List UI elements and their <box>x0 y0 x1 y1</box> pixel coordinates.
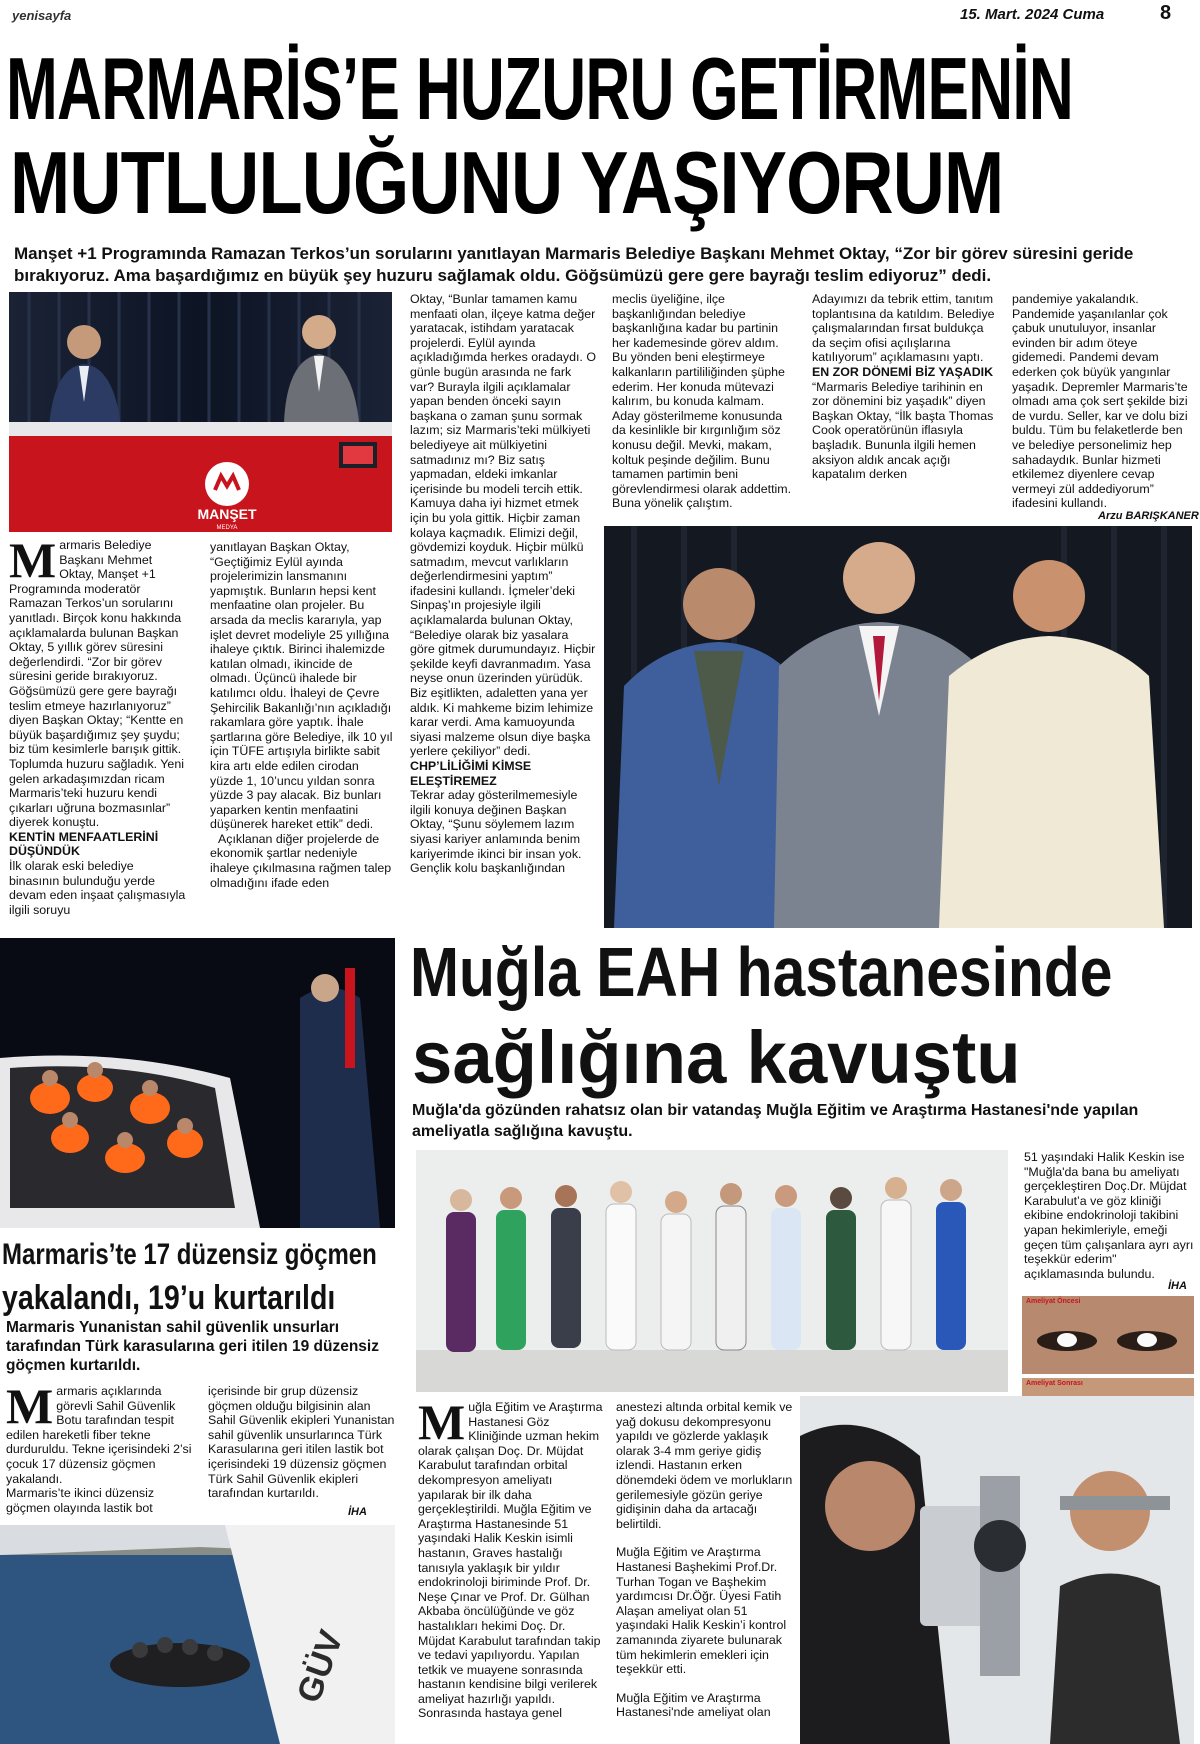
main-column-4 <box>612 292 792 512</box>
main-column-5 <box>812 292 998 512</box>
main-column-1 <box>9 538 187 920</box>
main-col4-text: meclis üyeliğine, ilçe başkanlığından belediye başkanlığına kadar bu partinin her kademesinde görev aldım. Bu yönden beni eleştirmeye kalkanların partililiğinden şüphe ederim. Her konuda mütevazi kalırım, bu konuda kalmam. Aday gösterilmeme konusunda da kesinlikle bir kırgınlığım söz konusu değil. Mevki, makam, koltuk peşinde değilim. Bunu tamamen partimin beni görevlendirmesi olarak addettim. Buna yönelik çalıştım. <box>612 292 792 511</box>
mugla-side-text: 51 yaşındaki Halik Keskin ise "Muğla'da bana bu ameliyatı gerçekleştiren Doç.Dr. Müjdat Karabulut’a ve göz kliniği ekibine endokrinoloji takibini yapan hekimleriyle, emeği geçen tüm çalışanlara ayrı ayrı teşekkür ederim" açıklamasında bulundu. <box>1024 1150 1194 1280</box>
migrant-lede: Marmaris Yunanistan sahil güvenlik unsurları tarafından Türk karasularına geri itilen 19 düzensiz göçmen kurtarıldı. <box>6 1319 379 1374</box>
migrant-credit: İHA <box>348 1506 367 1518</box>
eye-examination-photo <box>800 1396 1194 1744</box>
main-column-6 <box>1012 292 1192 512</box>
migrant-col1-text: armaris açıklarında görevli Sahil Güvenlik Botu tarafından tespit edilen hareketli fiber tekne durduruldu. Tekne içerisindeki 2’si çocuk 17 düzensiz göçmen yakalandı. <box>6 1384 192 1486</box>
mugla-col1-text: uğla Eğitim ve Araştırma Hastanesi Göz Kliniğinde uzman hekim olarak çalışan Doç. Dr. Müjdat Karabulut tarafından orbital dekompresyon ameliyatı yapılarak bir ilk daha gerçekleştirildi. Muğla Eğitim ve Araştırma Hastanesinde 51 yaşındaki Halik Keskin isimli hastanın, Graves hastalığı tanısıyla yaklaşık bir yıldır endokrinoloji biriminde Prof. Dr. Neşe Çınar ve Prof. Dr. Gülhan Akbaba öncülüğünde ve göz hastalıkları hekimi Doç. Dr. Müjdat Karabulut tarafından takip ve tedavi yapılıyordu. Yapılan tetkik ve muayene sonrasında hastanın kendisine bilgi verilerek ameliyat hazırlığı yapıldı. Sonrasında hastaya genel <box>418 1400 603 1721</box>
main-dropcap: M <box>9 538 57 588</box>
coast-guard-boat-photo <box>0 1525 395 1744</box>
hospital-staff-group-photo <box>416 1150 1008 1392</box>
studio-logo-text: MANŞET <box>197 506 257 522</box>
main-subhead-2: CHP’LİLİĞİMİ KİMSE ELEŞTİREMEZ <box>410 759 532 788</box>
migrant-column-1 <box>6 1384 192 1524</box>
eye-before-surgery-photo <box>1022 1296 1194 1374</box>
migrant-headline-line1: Marmaris’te 17 düzensiz göçmen <box>2 1238 377 1271</box>
main-column-2 <box>210 540 395 920</box>
main-col1-text: armaris Belediye Başkanı Mehmet Oktay, Manşet +1 Programında moderatör Ramazan Terkos’un sorularını yanıtladı. Birçok konu hakkında açıklamalarda bulunan Başkan Oktay, 5 yıllık görev süresini değerlendirdi. “Zor bir görev süresini geride bırakıyoruz. Göğsümüzü gere gere bayrağı teslim etmeye hazırlanıyoruz” diyen Başkan Oktay; “Kentte en büyük başardığımız şey şuydu; biz tüm kesimlerle barışık gittik. Toplumda huzuru sağladık. Yeni gelen arkadaşımızdan ricam Marmaris’teki huzuru kendi çıkarları uğruna bozmasınlar” diyerek konuştu. <box>9 538 184 830</box>
eye-exam-illustration <box>800 1396 1194 1744</box>
mugla-column-2 <box>616 1400 796 1744</box>
mugla-side-quote <box>1024 1150 1194 1280</box>
migrant-column-2 <box>208 1384 398 1524</box>
mugla-side-credit: İHA <box>1168 1280 1187 1292</box>
main-col5-text2: “Marmaris Belediye tarihinin en zor dönemini biz yaşadık” diyen Başkan Oktay, “İlk başta Thomas Cook operatörünün iflasıyla başladık. Bununla ilgili hemen aksiyon aldık ancak açığı kapatalım derken <box>812 379 994 482</box>
mugla-col2-text2: Muğla Eğitim ve Araştırma Hastanesi Başhekimi Prof.Dr. Turhan Togan ve Başhekim yardımcısı Dr.Öğr. Üyesi Fatih Alaşan ameliyat olan 51 yaşındaki Halik Keskin’i kontrol zamanında ziyarete bulunarak tüm hekimlerin emekleri için teşekkür etti. <box>616 1545 787 1677</box>
studio-logo-sub: MEDYA <box>216 525 238 531</box>
mayor-group-photo <box>604 526 1192 928</box>
boat-hull-text: GÜV <box>289 1625 351 1708</box>
mugla-column-1 <box>418 1400 604 1744</box>
mugla-dropcap: M <box>418 1400 466 1450</box>
coast-guard-illustration <box>0 1525 395 1744</box>
studio-interview-photo <box>9 292 392 532</box>
main-col2-text: yanıtlayan Başkan Oktay, “Geçtiğimiz Eylül ayında projelerimizin lansmanını yapmıştık. Bunların hepsi kent menfaatine olan projeler. Bu arsada da meclis kararıyla, yap işlet devret modeliyle 25 yıllığına ihaleye çıktık. Birinci ihalemizde katılan olmadı, ikincide de olmadı. Üçüncü ihalede bir katılımcı oldu. İhaleyi de Çevre Şehircilik Bakanlığı’nın açıkladığı rakamlara göre yaptık. İhale şartlarına göre Belediye, ilk 10 yıl için TÜFE artışıyla birlikte sabit kira artı elde edilen cirodan yüzde 1, 10’uncu yıldan sonra yüzde 3 pay alacak. Biz bunları yaparken kentin menfaatini düşünerek hareket ettik” dedi. <box>210 540 393 832</box>
migrant-dropcap: M <box>6 1384 54 1434</box>
mugla-col2-text: anestezi altında orbital kemik ve yağ dokusu dekompresyonu yapıldı ve gözlerde yaklaşık olarak 3-4 mm geriye gidiş izlendi. Hastanın erken dönemdeki ödem ve morlukların gerilemesiyle gözün geriye gidişinin daha da artacağı belirtildi. <box>616 1400 793 1531</box>
main-subhead-3: EN ZOR DÖNEMİ BİZ YAŞADIK <box>812 364 994 379</box>
main-column-3 <box>410 292 596 922</box>
main-col2-text2: Açıklanan diğer projelerde de ekonomik şartlar nedeniyle ihaleye çıkılmasına rağmen talep olmadığını ifade eden <box>210 831 392 890</box>
migrant-night-rescue-photo <box>0 938 395 1228</box>
main-col3-text: Oktay, “Bunlar tamamen kamu menfaati olan, ilçeye katma değer yaratacak, istihdam yaratacak projelerdi. Eylül ayında açıkladığımda herkes oradaydı. O günle bugün arasında ne fark var? Burayla ilgili açıklamalar yapan benden önceki sayın başkana o zaman şunu sormak lazım; siz Marmaris’teki mülkiyeti belediyeye ait mülkiyetini satmadınız mı? Biz satış yapmadan, eldeki imkanlar içerisinde bu modeli tercih ettik. Kamuya daha iyi hizmet etmek için bu yola gittik. Hiçbir zaman kolaya kaçmadık. Elimizi değil, gövdemizi koyduk. Hiçbir mülkü satmadım, mevcut varlıkların değerlendirmesini yaptım” ifadesini kullandı. İçmeler’deki Sinpaş’ın projesiyle ilgili açıklamalarda bulunan Oktay, “Belediye olarak biz yasalara göre gitmek durumundayız. Hiçbir şekilde keyfi davranmadım. Yasa neyse onun üzerinden yürüdük. Biz eşitlikten, adaletten yana yer aldık. Ki mahkeme bizim lehimize karar verdi. Ama kamuoyunda siyasi malzeme olsun diye başka yerlere çekiliyor” dedi. <box>410 292 596 759</box>
migrant-col2-text: içerisinde bir grup düzensiz göçmen olduğu bilgisinin alan Sahil Güvenlik ekipleri Yunanistan sahil güvenlik unsurlarınca Türk Karasularına geri itilen lastik bot içerisindeki 19 düzensiz göçmen Türk Sahil Güvenlik ekipleri tarafından kurtarıldı. <box>208 1384 395 1501</box>
main-col5-text: Adayımızı da tebrik ettim, tanıtım toplantısına da katıldım. Belediye çalışmalarından fırsat buldukça da seçim ofisi açılışlarına katılıyorum” açıklamasını yaptı. <box>812 292 995 365</box>
mugla-headline-line1: Muğla EAH hastanesinde <box>410 933 1113 1011</box>
issue-date: 15. Mart. 2024 Cuma <box>960 6 1105 23</box>
migrant-night-illustration <box>0 938 395 1228</box>
main-col1-text2: İlk olarak eski belediye binasının bulunduğu yerde devam eden inşaat çalışmasıyla ilgili soruyu <box>9 859 186 917</box>
main-col6-text: pandemiye yakalandık. Pandemide yaşanılanlar çok çabuk unutuluyor, insanlar evinden bir adım öteye gidemedi. Pandemi devam ederken çok büyük yangınlar yaşadık. Depremler Marmaris’te olmadı ama çok sert şekilde bizi de vurdu. Seller, kar ve dolu bizi buldu. Tüm bu felaketlerde ben ve belediye personelimiz hep sahadaydık. Bunlar hizmeti etkilemez diyenlere cevap vermeyi zül addediyorum” ifadesini kullandı. <box>1012 292 1188 511</box>
masthead-logo: yenisayfa <box>12 8 72 23</box>
migrant-headline-line2: yakalandı, 19’u kurtarıldı <box>2 1279 336 1317</box>
mugla-col2-text3: Muğla Eğitim ve Araştırma Hastanesi'nde ameliyat olan <box>616 1690 771 1720</box>
after-label: Ameliyat Sonrası <box>1026 1380 1083 1387</box>
mugla-lede: Muğla'da gözünden rahatsız olan bir vatandaş Muğla Eğitim ve Araştırma Hastanesi'nde yapılan ameliyatla sağlığına kavuştu. <box>412 1102 1139 1140</box>
before-label: Ameliyat Öncesi <box>1026 1298 1081 1305</box>
main-lede: Manşet +1 Programında Ramazan Terkos’un sorularını yanıtlayan Marmaris Belediye Başkanı Mehmet Oktay, “Zor bir görev süresini geride bırakıyoruz. Ama başardığımız en büyük şey huzuru sağlamak oldu. Göğsümüzü gere gere bayrağı teslim ediyoruz” dedi. <box>14 244 1134 285</box>
main-col3-text2: Tekrar aday gösterilmemesiyle ilgili konuya değinen Başkan Oktay, “Şunu söylemem lazım siyasi kariyer anlamında benim kariyerimde ikinci bir insan yok. Gençlik kolu başkanlığından <box>410 788 582 876</box>
page-number: 8 <box>1160 2 1172 24</box>
main-byline: Arzu BARIŞKANER <box>1098 510 1199 522</box>
eye-before-illustration <box>1022 1296 1194 1374</box>
mugla-headline-line2: sağlığına kavuştu <box>412 1016 1021 1099</box>
mayor-group-illustration <box>604 526 1192 928</box>
main-headline-line1: MARMARİS’E HUZURU GETİRMENİN <box>6 39 1074 138</box>
main-subhead-1: KENTİN MENFAATLERİNİ DÜŞÜNDÜK <box>9 829 159 859</box>
migrant-col1-text2: Marmaris’te ikinci düzensiz göçmen olayında lastik bot <box>6 1486 155 1515</box>
hospital-staff-illustration <box>416 1150 1008 1392</box>
studio-scene-illustration <box>9 292 392 532</box>
main-headline-line2: MUTLULUĞUNU YAŞIYORUM <box>10 133 1004 232</box>
